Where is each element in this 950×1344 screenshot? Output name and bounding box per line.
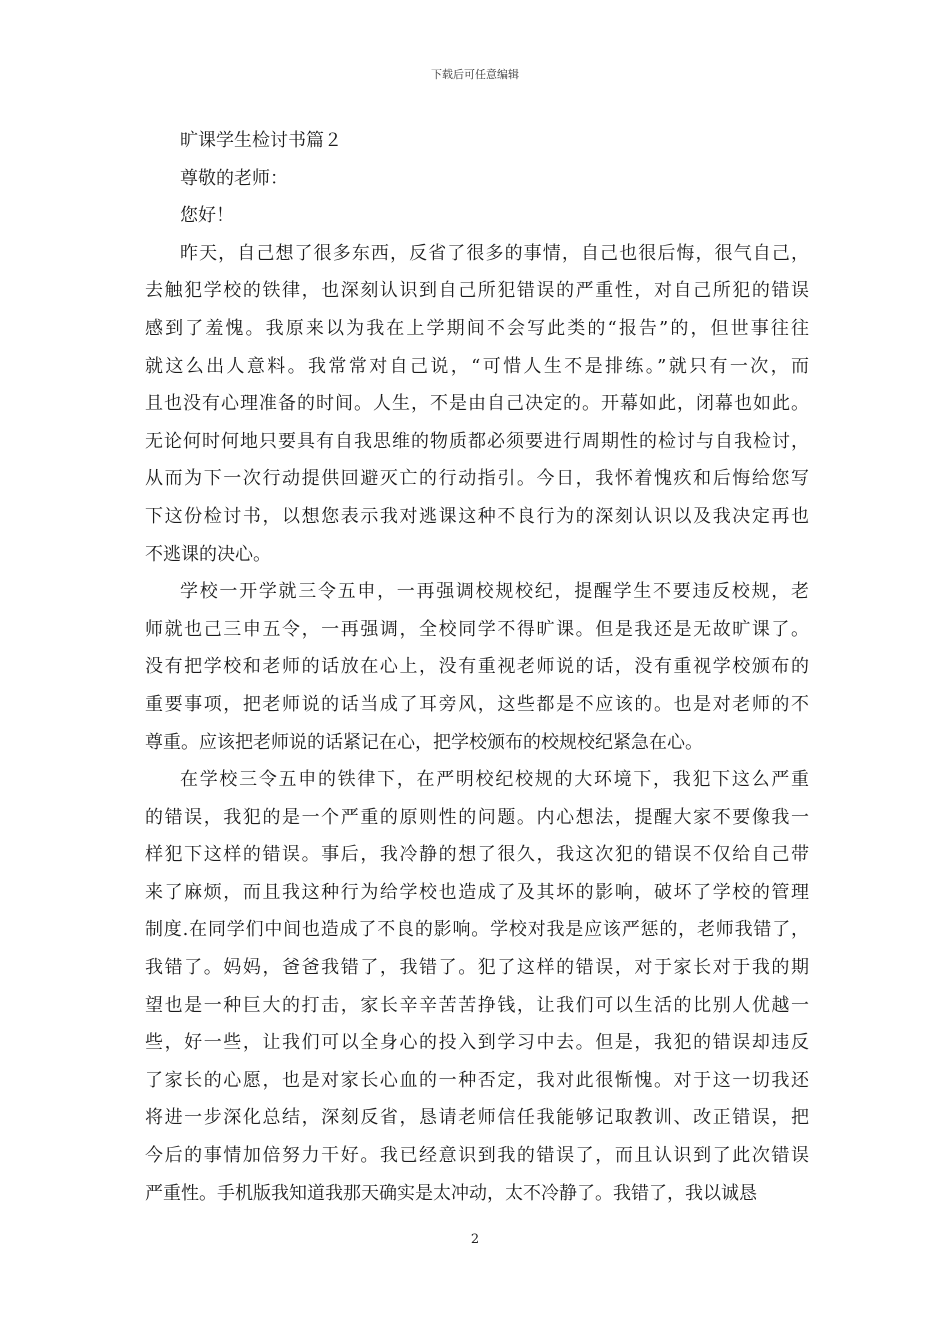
paragraph-line: 不逃课的决心。	[145, 543, 271, 565]
paragraph-line: 的错误，我犯的是一个严重的原则性的问题。内心想法，提醒大家不要像我一	[145, 806, 809, 828]
paragraph-line: 尊重。应该把老师说的话紧记在心，把学校颁布的校规校纪紧急在心。	[145, 731, 703, 753]
paragraph-line: 制度.在同学们中间也造成了不良的影响。学校对我是应该严惩的，老师我错了，	[145, 919, 809, 941]
salutation: 尊敬的老师：	[180, 167, 288, 189]
paragraph-line: 师就也己三申五令，一再强调，全校同学不得旷课。但是我还是无故旷课了。	[145, 618, 809, 640]
paragraph-line: 些，好一些，让我们可以全身心的投入到学习中去。但是，我犯的错误却违反	[145, 1032, 809, 1054]
paragraph-line: 且也没有心理准备的时间。人生，不是由自己决定的。开幕如此，闭幕也如此。	[145, 393, 809, 415]
page-header-note: 下载后可任意编辑	[431, 68, 519, 81]
paragraph	[145, 573, 809, 761]
paragraph-line: 去触犯学校的铁律，也深刻认识到自己所犯错误的严重性，对自己所犯的错误	[145, 280, 809, 302]
paragraph-line: 在学校三令五申的铁律下，在严明校纪校规的大环境下，我犯下这么严重	[180, 769, 809, 791]
paragraph-line: 就这么出人意料。我常常对自己说，“可惜人生不是排练。”就只有一次，而	[145, 355, 809, 377]
document-body	[145, 122, 809, 1212]
paragraph-line: 将进一步深化总结，深刻反省，恳请老师信任我能够记取教训、改正错误，把	[145, 1107, 809, 1129]
greeting: 您好！	[180, 205, 234, 227]
paragraph-line: 重要事项，把老师说的话当成了耳旁风，这些都是不应该的。也是对老师的不	[145, 693, 809, 715]
page-number: 2	[470, 1232, 480, 1247]
paragraph-line: 学校一开学就三令五申，一再强调校规校纪，提醒学生不要违反校规，老	[180, 581, 809, 603]
paragraph-line: 样犯下这样的错误。事后，我冷静的想了很久，我这次犯的错误不仅给自己带	[145, 844, 809, 866]
paragraph-line: 感到了羞愧。我原来以为我在上学期间不会写此类的“报告”的，但世事往往	[145, 317, 809, 339]
paragraph-line: 来了麻烦，而且我这种行为给学校也造成了及其坏的影响，破坏了学校的管理	[145, 881, 809, 903]
paragraphs-container	[145, 235, 809, 1212]
paragraph-line: 下这份检讨书，以想您表示我对逃课这种不良行为的深刻认识以及我决定再也	[145, 505, 809, 527]
paragraph-line: 严重性。手机版我知道我那天确实是太冲动，太不冷静了。我错了，我以诚恳	[145, 1182, 757, 1204]
paragraph-line: 没有把学校和老师的话放在心上，没有重视老师说的话，没有重视学校颁布的	[145, 656, 809, 678]
paragraph-line: 我错了。妈妈，爸爸我错了，我错了。犯了这样的错误，对于家长对于我的期	[145, 957, 809, 979]
paragraph	[145, 235, 809, 573]
paragraph-line: 今后的事情加倍努力干好。我已经意识到我的错误了，而且认识到了此次错误	[145, 1145, 809, 1167]
paragraph-line: 望也是一种巨大的打击，家长辛辛苦苦挣钱，让我们可以生活的比别人优越一	[145, 994, 809, 1016]
paragraph	[145, 761, 809, 1212]
paragraph-line: 从而为下一次行动提供回避灭亡的行动指引。今日，我怀着愧疚和后悔给您写	[145, 468, 809, 490]
paragraph-line: 了家长的心愿，也是对家长心血的一种否定，我对此很惭愧。对于这一切我还	[145, 1069, 809, 1091]
document-title: 旷课学生检讨书篇２	[180, 130, 342, 151]
paragraph-line: 无论何时何地只要具有自我思维的物质都必须要进行周期性的检讨与自我检讨，	[145, 430, 809, 452]
paragraph-line: 昨天，自己想了很多东西，反省了很多的事情，自己也很后悔，很气自己，	[180, 242, 809, 264]
